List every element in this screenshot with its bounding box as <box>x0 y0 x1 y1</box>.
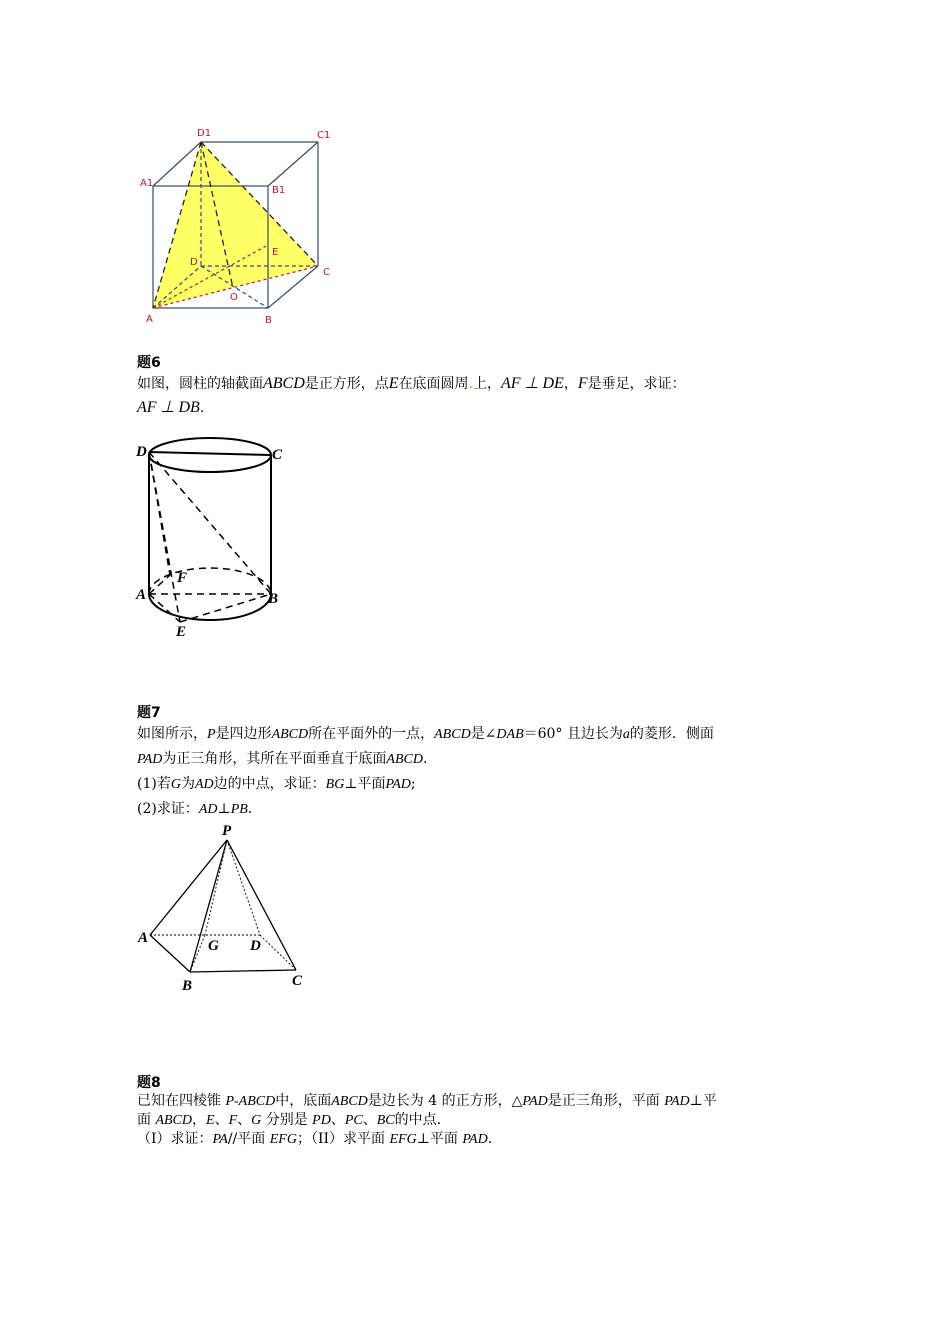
label-C: C <box>323 267 330 278</box>
label-P: P <box>222 823 232 839</box>
label-A: A <box>146 314 153 325</box>
label-A1: A1 <box>140 178 154 189</box>
label-D1: D1 <box>197 128 212 139</box>
problem-8-line-2: 面 ABCD，E、F、G 分别是 PD、PC、BC的中点. <box>137 1112 442 1128</box>
label-B: B <box>268 591 279 607</box>
label-G: G <box>208 938 219 954</box>
problem-8-line-1: 已知在四棱锥 P-ABCD中，底面ABCD是边长为 4 的正方形，△PAD是正三角形，平面 PAD⊥平 <box>137 1093 717 1109</box>
problem-7-line-4: (2)求证：AD⊥PB. <box>137 801 253 817</box>
label-O: O <box>230 292 238 303</box>
problem-8-heading: 题8 <box>137 1075 161 1091</box>
label-D: D <box>250 938 261 954</box>
label-C: C <box>272 447 283 463</box>
problem-6-text <box>137 372 686 420</box>
problem-7-line-3: (1)若G为AD边的中点，求证：BG⊥平面PAD; <box>137 776 416 792</box>
cylinder-figure <box>130 432 300 642</box>
cylinder-diagram <box>130 432 300 642</box>
problem-7-line-2: PAD为正三角形，其所在平面垂直于底面ABCD. <box>137 751 428 767</box>
label-D: D <box>136 444 147 460</box>
problem-8-line-3: （I）求证：PA//平面 EFG；（II）求平面 EFG⊥平面 PAD. <box>137 1131 493 1147</box>
label-E: E <box>272 247 279 258</box>
problem-8-text <box>137 1092 717 1149</box>
cube-diagram <box>130 120 350 340</box>
label-B1: B1 <box>272 185 286 196</box>
pyramid-diagram <box>130 820 320 995</box>
label-E: E <box>176 624 187 640</box>
problem-7-line-1: 如图所示，P是四边形ABCD所在平面外的一点，ABCD是∠DAB＝60° 且边长为a的菱形．侧面 <box>137 726 714 742</box>
label-A: A <box>138 930 149 946</box>
label-C1: C1 <box>317 130 331 141</box>
pyramid-figure <box>130 820 320 995</box>
problem-7-text <box>137 722 714 822</box>
label-C: C <box>292 973 303 989</box>
label-F: F <box>177 570 188 586</box>
label-A: A <box>136 587 147 603</box>
label-B: B <box>265 315 272 326</box>
problem-6-line-2: AF ⊥ DB. <box>137 399 205 416</box>
label-B: B <box>182 978 193 994</box>
yellow-section <box>153 142 318 308</box>
label-D: D <box>190 257 198 268</box>
problem-7-heading: 题7 <box>137 705 161 721</box>
cube-figure <box>130 120 350 340</box>
problem-6-heading: 题6 <box>137 355 161 371</box>
problem-6-line-1: 如图，圆柱的轴截面ABCD是正方形，点E在底面圆周.上，AF ⊥ DE，F是垂足，求证： <box>137 375 686 392</box>
